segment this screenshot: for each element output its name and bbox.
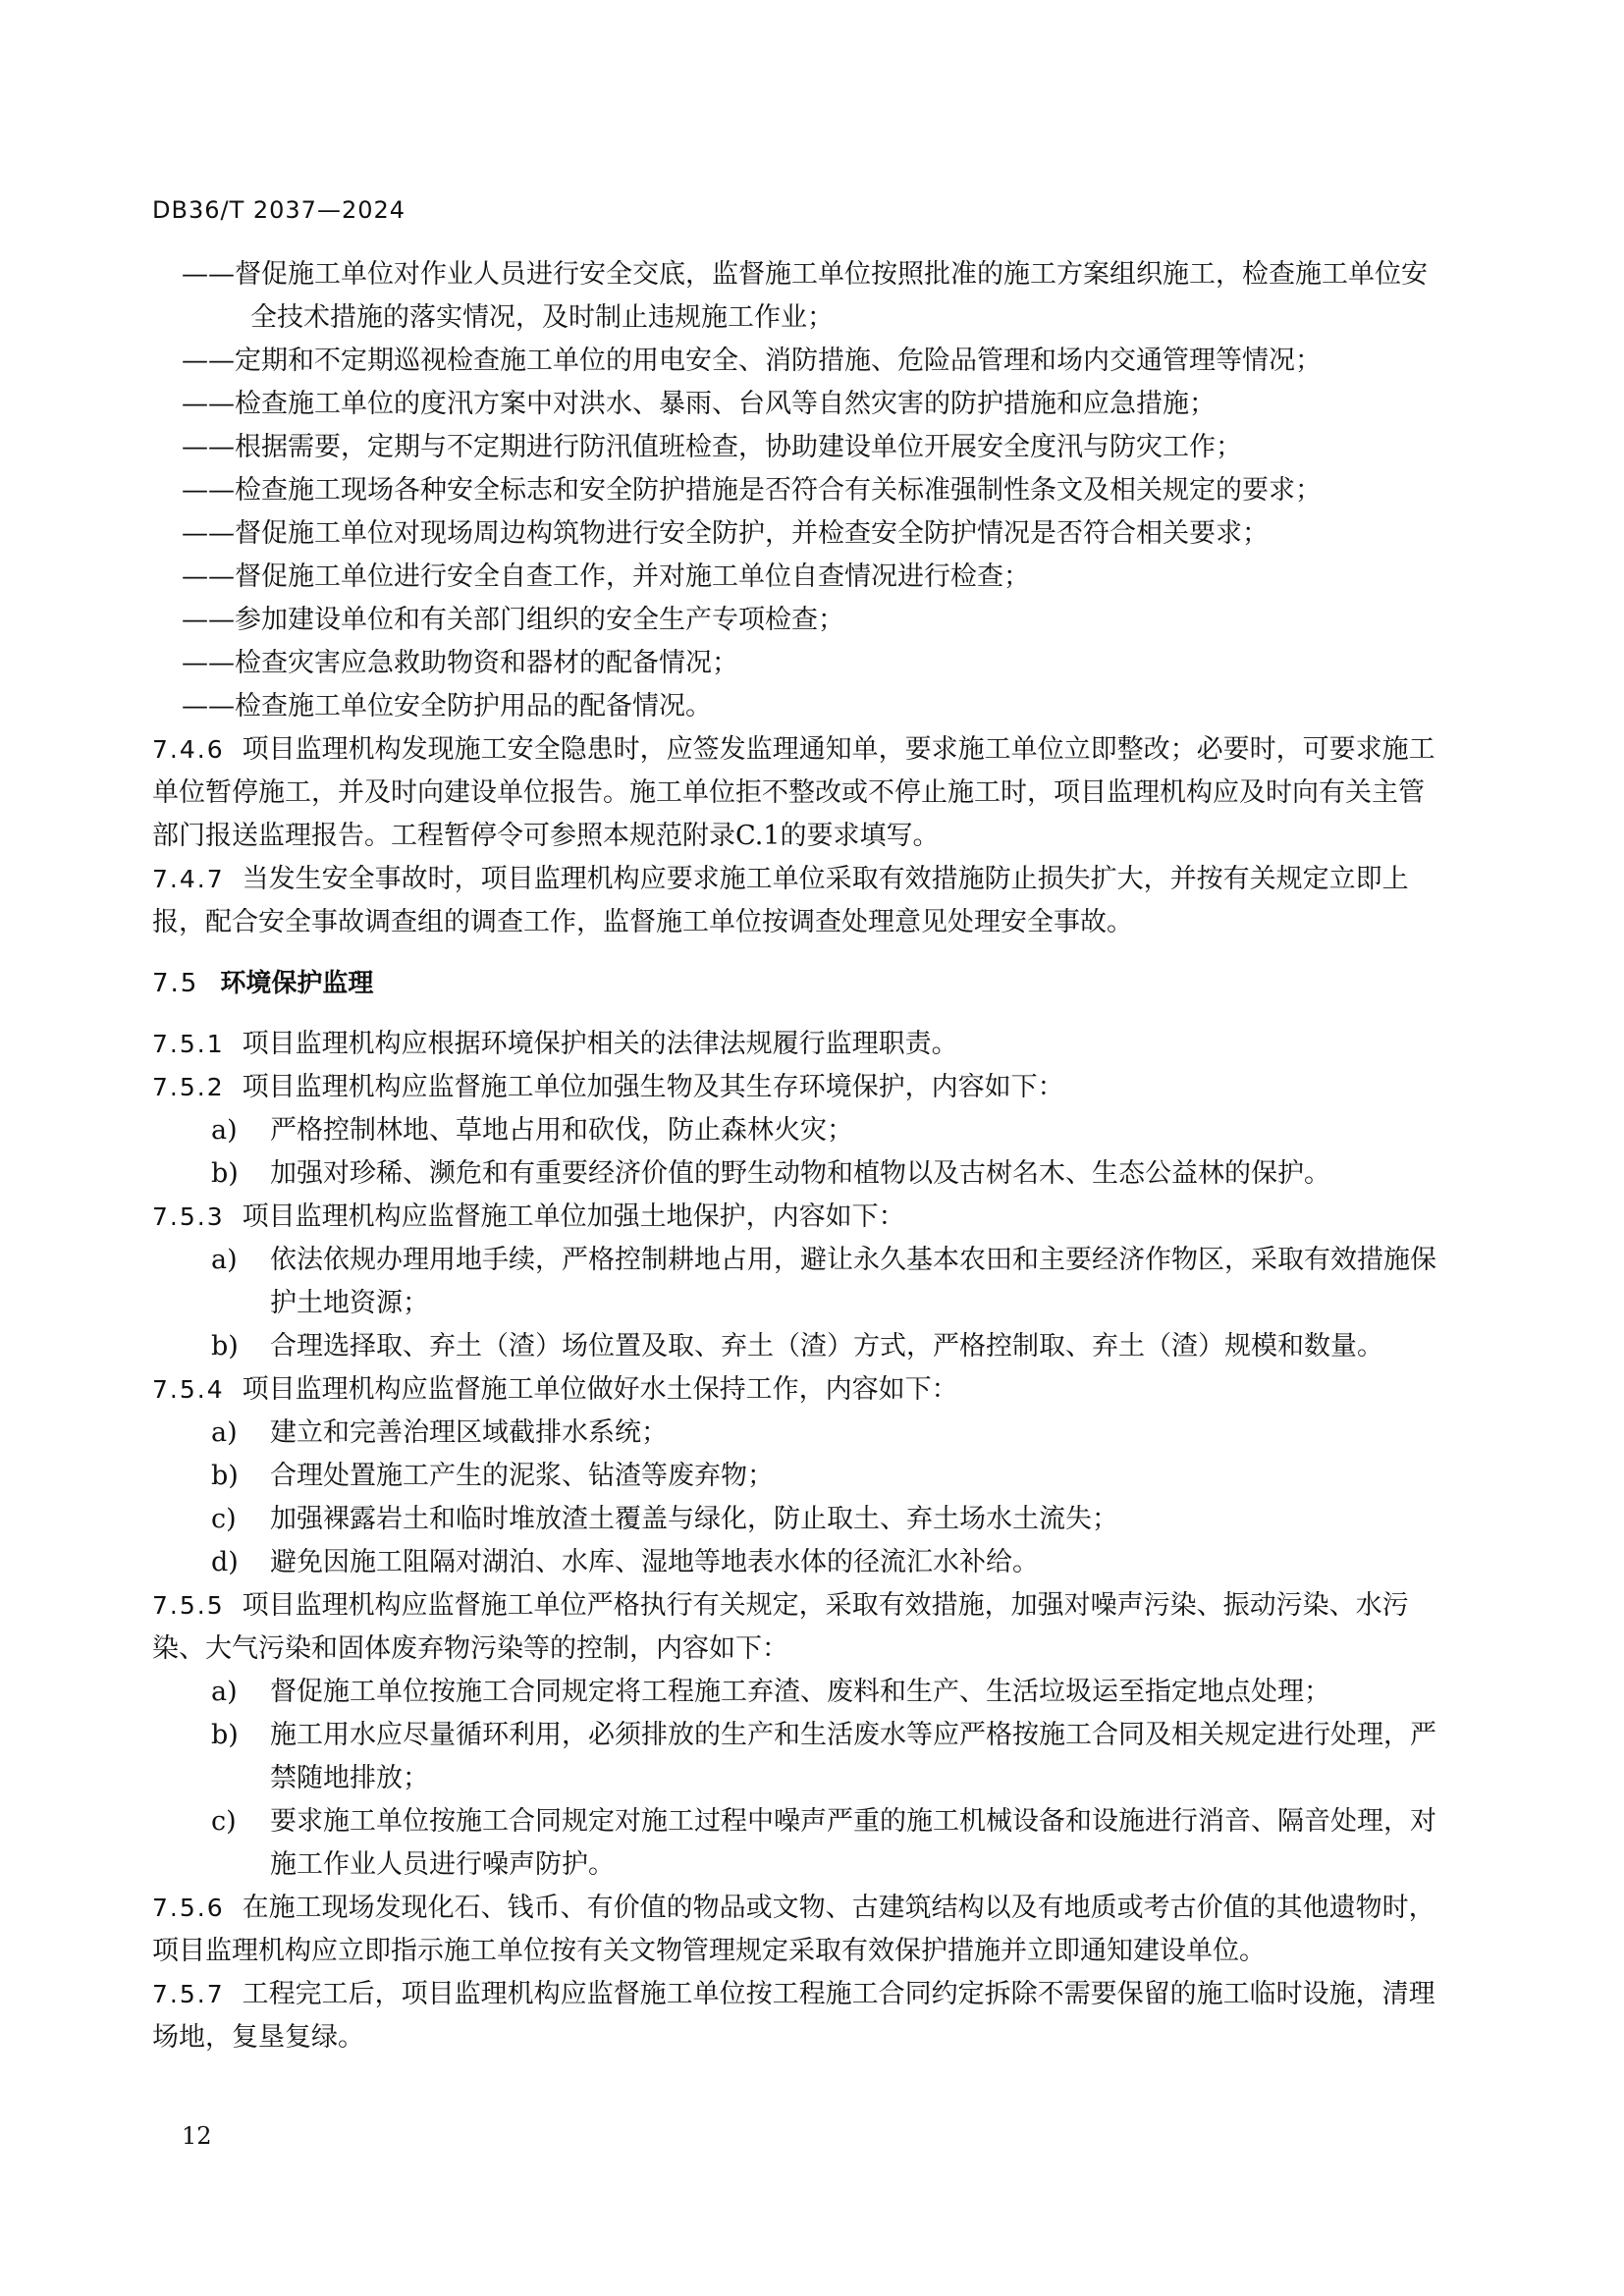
- list-item-text: 督促施工单位按施工合同规定将工程施工弃渣、废料和生产、生活垃圾运至指定地点处理；: [270, 1677, 1330, 1707]
- list-item: [152, 1541, 1448, 1584]
- list-item: [152, 1239, 1448, 1325]
- clause-text: 项目监理机构应监督施工单位加强土地保护，内容如下：: [242, 1201, 905, 1232]
- clause-number: 7.5.1: [152, 1030, 225, 1058]
- list-item-text: 避免因施工阻隔对湖泊、水库、湿地等地表水体的径流汇水补给。: [270, 1547, 1039, 1577]
- list-item-text: 加强裸露岩土和临时堆放渣土覆盖与绿化，防止取土、弃土场水土流失；: [270, 1504, 1118, 1534]
- list-item-text: 合理处置施工产生的泥浆、钻渣等废弃物；: [270, 1461, 774, 1491]
- list-item-text: 要求施工单位按施工合同规定对施工过程中噪声严重的施工机械设备和设施进行消音、隔音处理，对施工作业人员进行噪声防护。: [270, 1806, 1436, 1880]
- list-marker: c): [211, 1504, 237, 1534]
- list-marker: a): [211, 1115, 238, 1146]
- clause-7-4-6: [152, 728, 1448, 858]
- clause-number: 7.5.3: [152, 1202, 225, 1231]
- clause-text: 工程完工后，项目监理机构应监督施工单位按工程施工合同约定拆除不需要保留的施工临时设施，清理场地，复垦复绿。: [152, 1979, 1435, 2053]
- list-item-text: 加强对珍稀、濒危和有重要经济价值的野生动物和植物以及古树名木、生态公益林的保护。: [270, 1158, 1330, 1189]
- clause-7-5-7: [152, 1973, 1448, 2059]
- page-number: 12: [182, 2122, 212, 2150]
- clause-text: 项目监理机构应监督施工单位严格执行有关规定，采取有效措施，加强对噪声污染、振动污染、水污染、大气污染和固体废弃物污染等的控制，内容如下：: [152, 1590, 1409, 1664]
- list-item: [152, 1109, 1448, 1152]
- dash-item: ——督促施工单位对现场周边构筑物进行安全防护，并检查安全防护情况是否符合相关要求；: [182, 518, 1269, 549]
- list-item-text: 依法依规办理用地手续，严格控制耕地占用，避让永久基本农田和主要经济作物区，采取有效措施保护土地资源；: [270, 1245, 1436, 1318]
- list-item: [152, 1152, 1448, 1196]
- list-marker: d): [211, 1547, 239, 1577]
- clause-text: 项目监理机构发现施工安全隐患时，应签发监理通知单，要求施工单位立即整改；必要时，可要求施工单位暂停施工，并及时向建设单位报告。施工单位拒不整改或不停止施工时，项目监理机构应及时向有关主管部门报送监理报告。工程暂停令可参照本规范附录C.1的要求填写。: [152, 734, 1435, 851]
- list-marker: b): [211, 1461, 239, 1491]
- dash-item: ——督促施工单位对作业人员进行安全交底，监督施工单位按照批准的施工方案组织施工，检查施工单位安全技术措施的落实情况，及时制止违规施工作业；: [182, 259, 1428, 333]
- list-item: [152, 1714, 1448, 1800]
- clause-text: 在施工现场发现化石、钱币、有价值的物品或文物、古建筑结构以及有地质或考古价值的其他遗物时，项目监理机构应立即指示施工单位按有关文物管理规定采取有效保护措施并立即通知建设单位。: [152, 1893, 1435, 1966]
- list-marker: a): [211, 1417, 238, 1448]
- list-item: [152, 1671, 1448, 1714]
- list-item: [152, 1455, 1448, 1498]
- dash-item: ——检查施工单位的度汛方案中对洪水、暴雨、台风等自然灾害的防护措施和应急措施；: [182, 389, 1216, 419]
- clause-7-5-6: [152, 1887, 1448, 1973]
- clause-7-5-5: [152, 1584, 1448, 1671]
- clause-text: 项目监理机构应监督施工单位做好水土保持工作，内容如下：: [242, 1374, 958, 1405]
- list-item-text: 严格控制林地、草地占用和砍伐，防止森林火灾；: [270, 1115, 853, 1146]
- dash-item: ——检查施工单位安全防护用品的配备情况。: [182, 691, 712, 721]
- page-content: [152, 253, 1448, 2059]
- clause-number: 7.5.7: [152, 1980, 225, 2008]
- list-item-text: 合理选择取、弃土（渣）场位置及取、弃土（渣）方式，严格控制取、弃土（渣）规模和数量。: [270, 1331, 1383, 1362]
- list-marker: b): [211, 1720, 239, 1750]
- clause-7-5-3: [152, 1196, 1448, 1239]
- list-marker: b): [211, 1331, 239, 1362]
- list-item: [152, 1325, 1448, 1368]
- clause-number: 7.5.5: [152, 1591, 225, 1620]
- list-item: [152, 1498, 1448, 1541]
- list-item-text: 施工用水应尽量循环利用，必须排放的生产和生活废水等应严格按施工合同及相关规定进行处理，严禁随地排放；: [270, 1720, 1436, 1793]
- list-marker: a): [211, 1245, 238, 1275]
- dash-item: ——定期和不定期巡视检查施工单位的用电安全、消防措施、危险品管理和场内交通管理等情况；: [182, 346, 1322, 376]
- list-item: [152, 1412, 1448, 1455]
- clause-number: 7.4.7: [152, 865, 225, 893]
- clause-7-5-2: [152, 1066, 1448, 1109]
- standard-code-header: DB36/T 2037—2024: [152, 196, 406, 224]
- dash-item: ——检查灾害应急救助物资和器材的配备情况；: [182, 648, 738, 678]
- clause-text: 当发生安全事故时，项目监理机构应要求施工单位采取有效措施防止损失扩大，并按有关规定立即上报，配合安全事故调查组的调查工作，监督施工单位按调查处理意见处理安全事故。: [152, 864, 1409, 937]
- dash-item: ——参加建设单位和有关部门组织的安全生产专项检查；: [182, 605, 844, 635]
- clause-number: 7.4.6: [152, 735, 225, 764]
- list-item: [152, 1800, 1448, 1887]
- clause-7-5-4: [152, 1368, 1448, 1412]
- clause-number: 7.5.2: [152, 1073, 225, 1101]
- section-heading-7-5: [152, 962, 1448, 1005]
- section-number: 7.5: [152, 969, 199, 998]
- dash-item: ——督促施工单位进行安全自查工作，并对施工单位自查情况进行检查；: [182, 561, 1030, 592]
- clause-7-5-1: [152, 1023, 1448, 1066]
- list-marker: c): [211, 1806, 237, 1837]
- clause-text: 项目监理机构应根据环境保护相关的法律法规履行监理职责。: [242, 1029, 958, 1059]
- clause-7-4-7: [152, 858, 1448, 944]
- clause-number: 7.5.4: [152, 1375, 225, 1404]
- dash-item: ——根据需要，定期与不定期进行防汛值班检查，协助建设单位开展安全度汛与防灾工作；: [182, 432, 1242, 462]
- dash-item: ——检查施工现场各种安全标志和安全防护措施是否符合有关标准强制性条文及相关规定的要求；: [182, 475, 1322, 506]
- list-item-text: 建立和完善治理区域截排水系统；: [270, 1417, 668, 1448]
- section-title: 环境保护监理: [220, 969, 374, 998]
- clause-number: 7.5.6: [152, 1894, 225, 1922]
- list-marker: b): [211, 1158, 239, 1189]
- clause-text: 项目监理机构应监督施工单位加强生物及其生存环境保护，内容如下：: [242, 1072, 1064, 1102]
- list-marker: a): [211, 1677, 238, 1707]
